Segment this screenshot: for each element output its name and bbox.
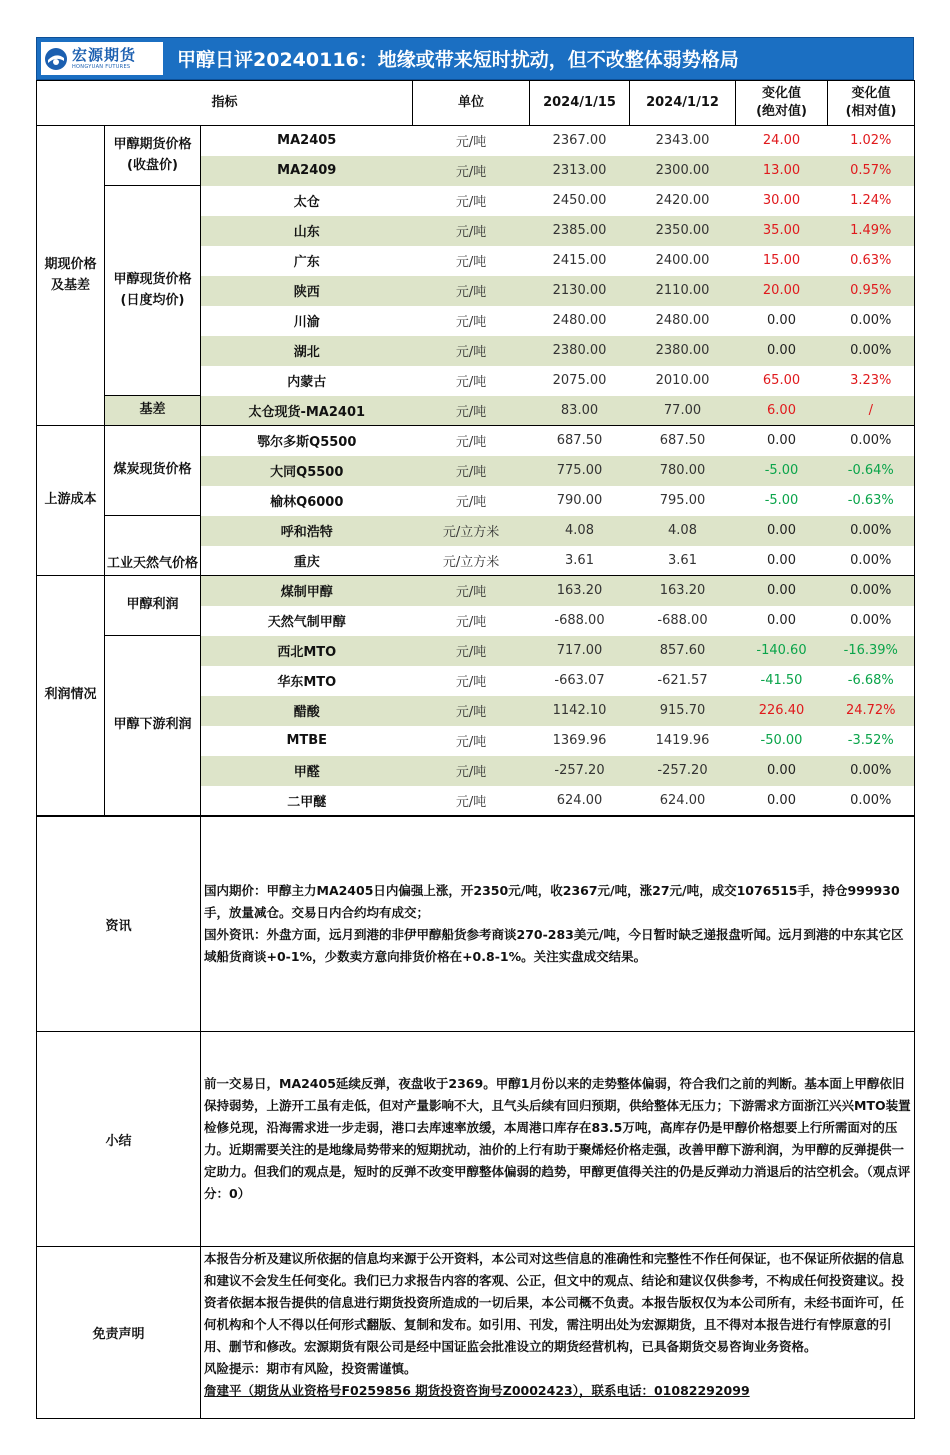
unit-cell: 元/吨 <box>413 276 530 306</box>
value-date2: 2300.00 <box>630 156 736 186</box>
table-header-row <box>37 81 915 126</box>
abs-change-cell: 20.00 <box>736 276 828 306</box>
abs-change-cell: 226.40 <box>736 696 828 726</box>
header-unit: 单位 <box>413 81 530 126</box>
news-body <box>201 817 915 1032</box>
rel-change-cell: 0.00% <box>828 606 915 636</box>
value-date1: 2480.00 <box>552 313 607 328</box>
unit-cell: 元/吨 <box>455 735 487 750</box>
logo-mark-icon <box>44 47 68 71</box>
table-row <box>37 516 915 546</box>
report-banner <box>36 37 914 80</box>
value-date1: 775.00 <box>530 456 630 486</box>
indicator-name: 广东 <box>201 246 413 276</box>
unit-cell: 元/吨 <box>413 156 530 186</box>
rel-change-cell: -0.64% <box>828 456 915 486</box>
abs-change-cell: 6.00 <box>736 396 828 426</box>
analyst-info: 詹建平（期货从业资格号F0259856 期货投资咨询号Z0002423），联系电话：01082292099 <box>204 1383 750 1398</box>
abs-change-cell: 0.00 <box>767 313 796 328</box>
value-date2: 2420.00 <box>655 193 710 208</box>
disclaimer-body <box>201 1247 915 1419</box>
value-date1: -663.07 <box>554 673 605 688</box>
abs-change-cell: 0.00 <box>767 433 796 449</box>
unit-cell: 元/吨 <box>413 576 530 606</box>
value-date1: 1142.10 <box>530 696 630 726</box>
value-date1: 2415.00 <box>552 253 607 268</box>
abs-change-cell: -5.00 <box>736 456 828 486</box>
value-date2: 163.20 <box>630 576 736 606</box>
value-date1: 1369.96 <box>552 733 607 748</box>
risk-notice: 风险提示：期市有风险，投资需谨慎。 <box>204 1361 417 1376</box>
rel-change-cell: 1.02% <box>828 126 915 156</box>
abs-change-cell: 0.00 <box>736 336 828 366</box>
indicator-name: 重庆 <box>201 546 413 576</box>
rel-change-cell: 0.00% <box>828 306 915 336</box>
value-date2: 77.00 <box>630 396 736 426</box>
rel-change-cell: 0.63% <box>828 246 915 276</box>
indicator-name: 榆林Q6000 <box>201 486 413 516</box>
rel-change-cell: 0.00% <box>828 576 915 606</box>
abs-change-cell: -140.60 <box>736 636 828 666</box>
table-row <box>37 126 915 156</box>
abs-change-cell: 0.00 <box>736 516 828 546</box>
unit-cell: 元/吨 <box>455 615 487 630</box>
value-date1: -257.20 <box>530 756 630 786</box>
indicator-name: 湖北 <box>201 336 413 366</box>
rel-change-cell: 0.95% <box>828 276 915 306</box>
indicator-name: MA2409 <box>201 156 413 186</box>
unit-cell: 元/立方米 <box>413 546 530 576</box>
indicator-name: 呼和浩特 <box>201 516 413 546</box>
value-date2: 4.08 <box>630 516 736 546</box>
company-logo <box>41 42 163 75</box>
value-date2: 2110.00 <box>630 276 736 306</box>
indicator-name: 醋酸 <box>201 696 413 726</box>
value-date1: -688.00 <box>554 613 605 628</box>
value-date2: 1419.96 <box>655 733 710 748</box>
news-domestic: 国内期价：甲醇主力MA2405日内偏强上涨，开2350元/吨，收2367元/吨，涨27元/吨，成交1076515手，持仓999930手，放量减仓。交易日内合约均有成交； <box>204 883 900 920</box>
unit-cell: 元/吨 <box>455 195 487 210</box>
value-date2: 2010.00 <box>655 373 710 388</box>
summary-row <box>37 1032 915 1247</box>
indicator-name: 大同Q5500 <box>201 456 413 486</box>
indicator-name: 天然气制甲醇 <box>201 606 413 636</box>
abs-change-cell: 0.00 <box>736 756 828 786</box>
disclaimer-text: 本报告分析及建议所依据的信息均来源于公开资料，本公司对这些信息的准确性和完整性不作任何保证，也不保证所依据的信息和建议不会发生任何变化。我们已力求报告内容的客观、公正，但文中的观点、结论和建议仅供参考，不构成任何投资建议。投资者依据本报告提供的信息进行期货投资所造成的一切后果，本公司概不负责。本报告版权仅为本公司所有，未经书面许可，任何机构和个人不得以任何形式翻版、复制和发布。如引用、刊发，需注明出处为宏源期货，且不得对本报告进行有悖原意的引用、删节和修改。宏源期货有限公司是经中国证监会批准设立的期货经营机构，已具备期货交易咨询业务资格。 <box>204 1251 905 1354</box>
news-row <box>37 817 915 1032</box>
value-date1: 790.00 <box>556 493 603 508</box>
category-cell: 上游成本 <box>37 426 105 576</box>
indicator-name: 太仓 <box>201 186 413 216</box>
abs-change-cell: -41.50 <box>760 673 803 688</box>
header-indicator: 指标 <box>37 81 413 126</box>
table-row <box>37 426 915 456</box>
indicator-name: 西北MTO <box>201 636 413 666</box>
rel-change-cell: 1.24% <box>828 186 915 216</box>
logo-english: HONGYUAN FUTURES <box>72 63 131 70</box>
abs-change-cell: 15.00 <box>762 253 801 268</box>
report-sheet <box>36 37 914 1419</box>
abs-change-cell: 0.00 <box>736 546 828 576</box>
indicator-name: 二甲醚 <box>201 786 413 816</box>
header-date2: 2024/1/12 <box>630 81 736 126</box>
disclaimer-row <box>37 1247 915 1419</box>
value-date2: 795.00 <box>659 493 706 508</box>
rel-change-cell: 0.00% <box>828 426 915 456</box>
rel-change-cell: 24.72% <box>828 696 915 726</box>
rel-change-cell: -0.63% <box>828 486 915 516</box>
commentary-table <box>36 816 915 1419</box>
unit-cell: 元/吨 <box>413 336 530 366</box>
table-row <box>37 636 915 666</box>
news-overseas: 国外资讯：外盘方面，远月到港的非伊甲醇船货参考商谈270-283美元/吨，今日暂时缺乏递报盘听闻。远月到港的中东其它区域船货商谈+0-1%，少数卖方意向排货价格在+0.8-1%。关注实盘成交结果。 <box>204 927 904 964</box>
unit-cell: 元/吨 <box>455 675 487 690</box>
rel-change-cell: -6.68% <box>828 666 915 696</box>
subcategory-cell: 工业天然气价格 <box>105 516 201 576</box>
rel-change-cell: 0.00% <box>828 546 915 576</box>
rel-change-cell: / <box>828 396 915 426</box>
value-date1: 2313.00 <box>530 156 630 186</box>
unit-cell: 元/吨 <box>413 756 530 786</box>
abs-change-cell: 0.00 <box>736 786 828 816</box>
subcategory-cell: 甲醇现货价格 (日度均价) <box>105 186 201 396</box>
category-cell: 期现价格 及基差 <box>37 126 105 426</box>
value-date1: 2075.00 <box>552 373 607 388</box>
unit-cell: 元/吨 <box>413 786 530 816</box>
value-date1: 2450.00 <box>552 193 607 208</box>
summary-label: 小结 <box>37 1032 201 1247</box>
value-date2: 857.60 <box>630 636 736 666</box>
unit-cell: 元/吨 <box>455 255 487 270</box>
unit-cell: 元/吨 <box>455 495 487 510</box>
unit-cell: 元/吨 <box>413 396 530 426</box>
abs-change-cell: -50.00 <box>760 733 803 748</box>
value-date1: 2130.00 <box>530 276 630 306</box>
abs-change-cell: 24.00 <box>762 133 801 149</box>
value-date2: 687.50 <box>659 433 706 449</box>
value-date2: 780.00 <box>630 456 736 486</box>
value-date1: 163.20 <box>530 576 630 606</box>
unit-cell: 元/吨 <box>413 696 530 726</box>
unit-cell: 元/立方米 <box>413 516 530 546</box>
subcategory-cell: 甲醇下游利润 <box>105 636 201 816</box>
rel-change-cell: 0.57% <box>828 156 915 186</box>
unit-cell: 元/吨 <box>413 636 530 666</box>
indicator-name: 甲醛 <box>201 756 413 786</box>
value-date2: -688.00 <box>657 613 708 628</box>
category-cell: 利润情况 <box>37 576 105 816</box>
value-date2: 2480.00 <box>655 313 710 328</box>
subcategory-cell: 甲醇期货价格 (收盘价) <box>105 126 201 186</box>
unit-cell: 元/吨 <box>413 456 530 486</box>
subcategory-cell: 基差 <box>105 396 201 426</box>
rel-change-cell: 0.00% <box>828 516 915 546</box>
abs-change-cell: 30.00 <box>762 193 801 208</box>
table-body <box>37 126 915 816</box>
unit-cell: 元/吨 <box>455 435 487 451</box>
indicator-table <box>36 80 915 816</box>
value-date2: 2350.00 <box>630 216 736 246</box>
indicator-name: 川渝 <box>201 306 413 336</box>
value-date2: 915.70 <box>630 696 736 726</box>
header-date1: 2024/1/15 <box>530 81 630 126</box>
value-date2: 2343.00 <box>655 133 710 149</box>
rel-change-cell: -3.52% <box>828 726 915 756</box>
indicator-name: MA2405 <box>201 126 413 156</box>
value-date1: 2385.00 <box>530 216 630 246</box>
value-date1: 4.08 <box>530 516 630 546</box>
header-rel-change: 变化值 (相对值) <box>828 81 915 126</box>
summary-body: 前一交易日，MA2405延续反弹，夜盘收于2369。甲醇1月份以来的走势整体偏弱，符合我们之前的判断。基本面上甲醇依旧保持弱势，上游开工虽有走低，但对产量影响不大，且气头后续有回归预期，供给整体无压力；下游需求方面浙江兴兴MTO装置检修兑现，沿海需求进一步走弱，港口去库速率放缓，本周港口库存在83.5万吨，高库存仍是甲醇价格想要上行所需面对的压力。近期需要关注的是地缘局势带来的短期扰动，油价的上行有助于聚烯烃价格走强，改善甲醇下游利润，为甲醇的反弹提供一定助力。但我们的观点是，短时的反弹不改变甲醇整体偏弱的趋势，甲醇更值得关注的仍是反弹动力消退后的沽空机会。（观点评分：0） <box>201 1032 915 1247</box>
indicator-name: 鄂尔多斯Q5500 <box>201 426 413 456</box>
abs-change-cell: 0.00 <box>736 576 828 606</box>
value-date1: 624.00 <box>530 786 630 816</box>
indicator-name: 陕西 <box>201 276 413 306</box>
header-abs-change: 变化值 (绝对值) <box>736 81 828 126</box>
abs-change-cell: 35.00 <box>736 216 828 246</box>
rel-change-cell: -16.39% <box>828 636 915 666</box>
abs-change-cell: 0.00 <box>767 613 796 628</box>
unit-cell: 元/吨 <box>413 216 530 246</box>
indicator-name: MTBE <box>201 726 413 756</box>
value-date2: 2400.00 <box>655 253 710 268</box>
rel-change-cell: 3.23% <box>828 366 915 396</box>
indicator-name: 煤制甲醇 <box>201 576 413 606</box>
disclaimer-label: 免责声明 <box>37 1247 201 1419</box>
indicator-name: 华东MTO <box>201 666 413 696</box>
table-row <box>37 576 915 606</box>
value-date1: 83.00 <box>530 396 630 426</box>
indicator-name: 太仓现货-MA2401 <box>201 396 413 426</box>
rel-change-cell: 0.00% <box>828 336 915 366</box>
logo-chinese: 宏源期货 <box>72 45 137 64</box>
unit-cell: 元/吨 <box>455 375 487 390</box>
value-date2: -621.57 <box>657 673 708 688</box>
value-date1: 687.50 <box>556 433 603 449</box>
abs-change-cell: -5.00 <box>764 493 799 508</box>
value-date2: 624.00 <box>630 786 736 816</box>
rel-change-cell: 0.00% <box>828 786 915 816</box>
indicator-name: 内蒙古 <box>201 366 413 396</box>
subcategory-cell: 甲醇利润 <box>105 576 201 636</box>
subcategory-cell: 煤炭现货价格 <box>105 426 201 516</box>
abs-change-cell: 13.00 <box>736 156 828 186</box>
abs-change-cell: 65.00 <box>762 373 801 388</box>
value-date2: -257.20 <box>630 756 736 786</box>
news-label: 资讯 <box>37 817 201 1032</box>
rel-change-cell: 0.00% <box>828 756 915 786</box>
rel-change-cell: 1.49% <box>828 216 915 246</box>
unit-cell: 元/吨 <box>455 315 487 330</box>
value-date2: 2380.00 <box>630 336 736 366</box>
unit-cell: 元/吨 <box>455 135 487 151</box>
value-date1: 3.61 <box>530 546 630 576</box>
value-date1: 2367.00 <box>552 133 607 149</box>
value-date2: 3.61 <box>630 546 736 576</box>
indicator-name: 山东 <box>201 216 413 246</box>
report-title: 甲醇日评20240116：地缘或带来短时扰动，但不改整体弱势格局 <box>177 49 739 71</box>
table-row <box>37 186 915 216</box>
value-date1: 717.00 <box>530 636 630 666</box>
table-row <box>37 396 915 426</box>
value-date1: 2380.00 <box>530 336 630 366</box>
